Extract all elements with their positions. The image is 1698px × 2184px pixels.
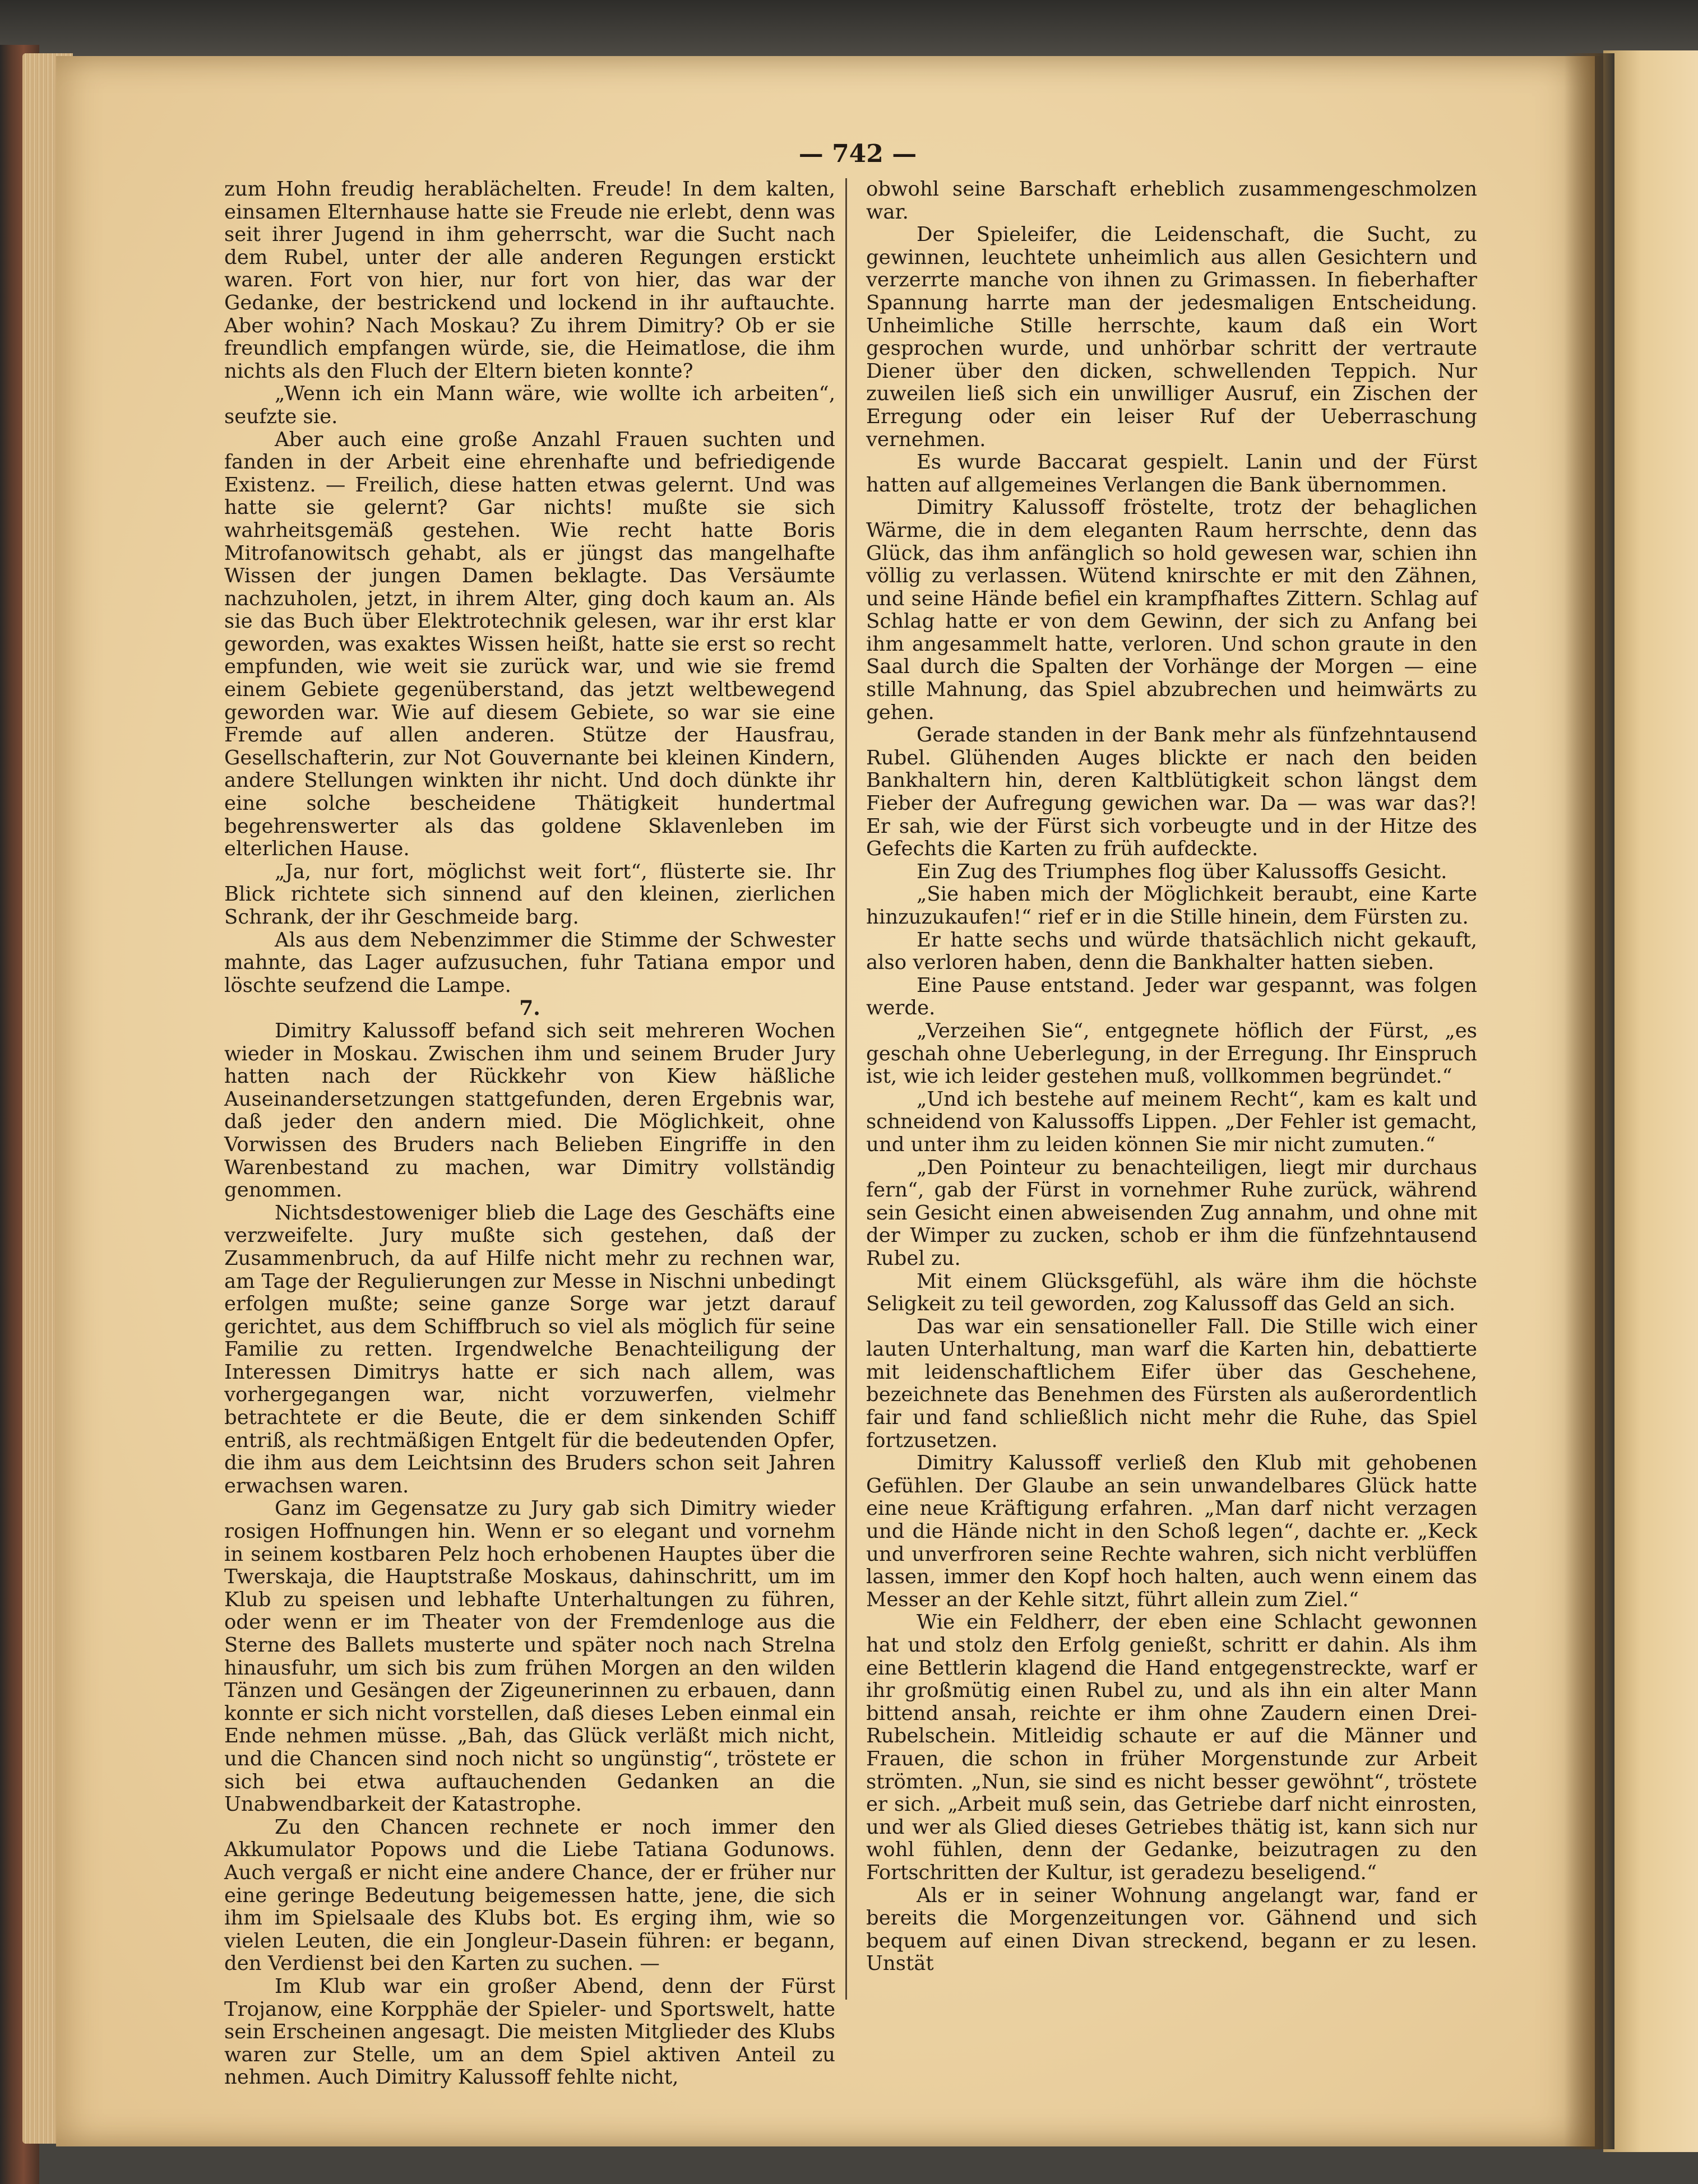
paragraph: Aber auch eine große Anzahl Frauen suchten und fanden in der Arbeit eine ehrenhafte und befriedigende Existenz. — Freilich, diese hatten etwas gelernt. Und was hatte sie gelernt? Gar nichts! mußte sie sich wahrheitsgemäß gestehen. Wie recht hatte Boris Mitrofanowitsch gehabt, als er jüngst das mangelhafte Wissen der jungen Damen beklagte. Das Versäumte nachzuholen, jetzt, in ihrem Alter, ging doch kaum an. Als sie das Buch über Elektrotechnik gelesen, war ihr erst klar geworden, was exaktes Wissen heißt, hatte sie erst so recht empfunden, wie weit sie zurück war, und wie sie fremd einem Gebiete gegenüberstand, das jetzt weltbewegend geworden war. Wie auf diesem Gebiete, so war sie eine Fremde auf allen anderen. Stütze der Hausfrau, Gesellschafterin, zur Not Gouvernante bei kleinen Kindern, andere Stellungen winkten ihr nicht. Und doch dünkte ihr eine solche bescheidene Thätigkeit hundertmal begehrenswerter als das goldene Sklavenleben im elterlichen Hause. (224, 428, 835, 861)
paragraph: „Den Pointeur zu benachteiligen, liegt mir durchaus fern“, gab der Fürst in vornehmer Ruhe zurück, während sein Gesicht einen abweisenden Zug annahm, und ohne mit der Wimper zu zucken, schob er ihm die fünfzehntausend Rubel zu. (866, 1156, 1477, 1270)
paragraph: Wie ein Feldherr, der eben eine Schlacht gewonnen hat und stolz den Erfolg genießt, schritt er dahin. Als ihm eine Bettlerin klagend die Hand entgegenstreckte, warf er ihr großmütig einen Rubel zu, und als ihn ein alter Mann bittend ansah, reichte er ihm ohne Zaudern einen Drei-Rubelschein. Mitleidig schaute er auf die Männer und Frauen, die schon in früher Morgenstunde zur Arbeit strömten. „Nun, sie sind es nicht besser gewöhnt“, tröstete er sich. „Arbeit muß sein, das Getriebe darf nicht einrosten, und wer als Glied dieses Getriebes thätig ist, kann sich nur wohl fühlen, denn der Gedanke, beizutragen zu den Fortschritten der Kultur, ist geradezu beseligend.“ (866, 1611, 1477, 1884)
left-text-column (224, 178, 835, 2089)
paragraph: Eine Pause entstand. Jeder war gespannt, was folgen werde. (866, 973, 1477, 1020)
scanner-background (0, 0, 1698, 56)
paragraph: obwohl seine Barschaft erheblich zusammengeschmolzen war. (866, 178, 1477, 224)
paragraph: Das war ein sensationeller Fall. Die Stille wich einer lauten Unterhaltung, man warf die Karten hin, debattierte mit leidenschaftlichem Eifer über das Geschehene, bezeichnete das Benehmen des Fürsten als außerordentlich fair und fand schließlich nicht mehr die Ruhe, das Spiel fortzusetzen. (866, 1315, 1477, 1452)
paragraph: „Ja, nur fort, möglichst weit fort“, flüsterte sie. Ihr Blick richtete sich sinnend auf den kleinen, zierlichen Schrank, der ihr Geschmeide barg. (224, 860, 835, 929)
right-text-column (866, 178, 1477, 2011)
paragraph: „Verzeihen Sie“, entgegnete höflich der Fürst, „es geschah ohne Ueberlegung, in der Erregung. Ihr Einspruch ist, wie ich leider gestehen muß, vollkommen begründet.“ (866, 1019, 1477, 1088)
paragraph: Dimitry Kalussoff fröstelte, trotz der behaglichen Wärme, die in dem eleganten Raum herrschte, denn das Glück, das ihm anfänglich so hold gewesen war, schien ihn völlig zu verlassen. Wütend knirschte er mit den Zähnen, und seine Hände befiel ein krampfhaftes Zittern. Schlag auf Schlag hatte er von dem Gewinn, der sich zu Anfang bei ihm angesammelt hatte, verloren. Und schon graute in den Saal durch die Spalten der Vorhänge der Morgen — eine stille Mahnung, das Spiel abzubrechen und heimwärts zu gehen. (866, 496, 1477, 724)
paragraph: Dimitry Kalussoff befand sich seit mehreren Wochen wieder in Moskau. Zwischen ihm und seinem Bruder Jury hatten nach der Rückkehr von Kiew häßliche Auseinandersetzungen stattgefunden, deren Ergebnis war, daß jeder den andern mied. Die Möglichkeit, ohne Vorwissen des Bruders nach Belieben Eingriffe in den Warenbestand zu machen, war Dimitry vollständig genommen. (224, 1019, 835, 1202)
paragraph: Gerade standen in der Bank mehr als fünfzehntausend Rubel. Glühenden Auges blickte er nach den beiden Bankhaltern hin, deren Kaltblütigkeit schon längst dem Fieber der Aufregung gewichen war. Da — was war das?! Er sah, wie der Fürst sich vorbeugte und in der Hitze des Gefechts die Karten zu früh aufdeckte. (866, 724, 1477, 861)
paragraph: „Wenn ich ein Mann wäre, wie wollte ich arbeiten“, seufzte sie. (224, 382, 835, 428)
paragraph: Im Klub war ein großer Abend, denn der Fürst Trojanow, eine Korpphäe der Spieler- und Sportswelt, hatte sein Erscheinen angesagt. Die meisten Mitglieder des Klubs waren zur Stelle, um an dem Spiel aktiven Anteil zu nehmen. Auch Dimitry Kalussoff fehlte nicht, (224, 1974, 835, 2089)
column-divider (845, 178, 847, 2000)
paragraph: Mit einem Glücksgefühl, als wäre ihm die höchste Seligkeit zu teil geworden, zog Kalussoff das Geld an sich. (866, 1269, 1477, 1316)
facing-page-edge (1603, 50, 1698, 2152)
paragraph: Er hatte sechs und würde thatsächlich nicht gekauft, also verloren haben, denn die Bankhalter hatten sieben. (866, 928, 1477, 975)
paragraph: zum Hohn freudig herablächelten. Freude! In dem kalten, einsamen Elternhause hatte sie Freude nie erlebt, denn was seit ihrer Jugend in ihm geherrscht, war die Sucht nach dem Rubel, unter der alle anderen Regungen erstickt waren. Fort von hier, nur fort von hier, das war der Gedanke, der bestrickend und lockend in ihr auftauchte. Aber wohin? Nach Moskau? Zu ihrem Dimitry? Ob er sie freundlich empfangen würde, sie, die Heimatlose, die ihm nichts als den Fluch der Eltern bieten konnte? (224, 178, 835, 383)
chapter-heading: 7. (519, 996, 540, 1021)
paragraph: Es wurde Baccarat gespielt. Lanin und der Fürst hatten auf allgemeines Verlangen die Bank übernommen. (866, 451, 1477, 497)
paragraph: Nichtsdestoweniger blieb die Lage des Geschäfts eine verzweifelte. Jury mußte sich gestehen, daß der Zusammenbruch, da auf Hilfe nicht mehr zu rechnen war, am Tage der Regulierungen zur Messe in Nischni unbedingt erfolgen mußte; seine ganze Sorge war jetzt darauf gerichtet, aus dem Schiffbruch so viel als möglich für seine Familie zu retten. Irgendwelche Benachteiligung der Interessen Dimitrys hatte er sich nach allem, was vorhergegangen war, nicht vorzuwerfen, vielmehr betrachtete er die Beute, die er dem sinkenden Schiff entriß, als rechtmäßigen Entgelt für die bedeutenden Opfer, die ihm aus dem Leichtsinn des Bruders schon seit Jahren erwachsen waren. (224, 1201, 835, 1497)
paragraph: Ein Zug des Triumphes flog über Kalussoffs Gesicht. (917, 860, 1447, 883)
paragraph: „Sie haben mich der Möglichkeit beraubt, eine Karte hinzuzukaufen!“ rief er in die Stille hinein, dem Fürsten zu. (866, 883, 1477, 929)
paragraph: Als er in seiner Wohnung angelangt war, fand er bereits die Morgenzeitungen vor. Gähnend und sich bequem auf einen Divan streckend, begann er zu lesen. Unstät (866, 1884, 1477, 1976)
page-gutter-shadow (1564, 53, 1614, 2149)
paragraph: „Und ich bestehe auf meinem Recht“, kam es kalt und schneidend von Kalussoffs Lippen. „Der Fehler ist gemacht, und unter ihm zu leiden können Sie mir nicht zumuten.“ (866, 1087, 1477, 1156)
right-column-paragraphs (866, 178, 1477, 1976)
left-column-paragraphs-after (224, 1020, 835, 2089)
paragraph: Der Spieleifer, die Leidenschaft, die Sucht, zu gewinnen, leuchtete unheimlich aus allen Gesichtern und verzerrte manche von ihnen zu Grimassen. In fieberhafter Spannung harrte man der jedesmaligen Entscheidung. Unheimliche Stille herrschte, kaum daß ein Wort gesprochen wurde, und unhörbar schritt der vertraute Diener über den dicken, schwellenden Teppich. Nur zuweilen ließ sich ein unwilliger Ausruf, ein Zischen der Erregung oder ein leiser Ruf der Ueberraschung vernehmen. (866, 223, 1477, 451)
paragraph: Zu den Chancen rechnete er noch immer den Akkumulator Popows und die Liebe Tatiana Godunows. Auch vergaß er nicht eine andere Chance, der er früher nur eine geringe Bedeutung beigemessen hatte, jene, die sich ihm im Spielsaale des Klubs bot. Es erging ihm, wie so vielen Leuten, die ein Jongleur-Dasein führen: er begann, den Verdienst bei den Karten zu suchen. — (224, 1815, 835, 1976)
paragraph: Ganz im Gegensatze zu Jury gab sich Dimitry wieder rosigen Hoffnungen hin. Wenn er so elegant und vornehm in seinem kostbaren Pelz hoch erhobenen Hauptes über die Twerskaja, die Hauptstraße Moskaus, dahinschritt, um im Klub zu speisen und lebhafte Unterhaltungen zu führen, oder wenn er im Theater von der Fremdenloge aus die Sterne des Ballets musterte und später noch nach Strelna hinausfuhr, um sich bis zum frühen Morgen an den wilden Tänzen und Gesängen der Zigeunerinnen zu erbauen, dann konnte er sich nicht vorstellen, daß dieses Leben einmal ein Ende nehmen müsse. „Bah, das Glück verläßt mich nicht, und die Chancen sind noch nicht so ungünstig“, tröstete er sich bei etwa auftauchenden Gedanken an die Unabwendbarkeit der Katastrophe. (224, 1497, 835, 1816)
left-column-paragraphs-before (224, 178, 835, 997)
paragraph: Als aus dem Nebenzimmer die Stimme der Schwester mahnte, das Lager aufzusuchen, fuhr Tatiana empor und löschte seufzend die Lampe. (224, 928, 835, 997)
page-number: — 742 — (798, 140, 917, 168)
paragraph: Dimitry Kalussoff verließ den Klub mit gehobenen Gefühlen. Der Glaube an sein unwandelbares Glück hatte eine neue Kräftigung erfahren. „Man darf nicht verzagen und die Hände nicht in den Schoß legen“, dachte er. „Keck und unverfroren seine Rechte wahren, sich nicht verblüffen lassen, immer den Kopf hoch halten, auch wenn einem das Messer an der Kehle sitzt, führt allein zum Ziel.“ (866, 1452, 1477, 1611)
